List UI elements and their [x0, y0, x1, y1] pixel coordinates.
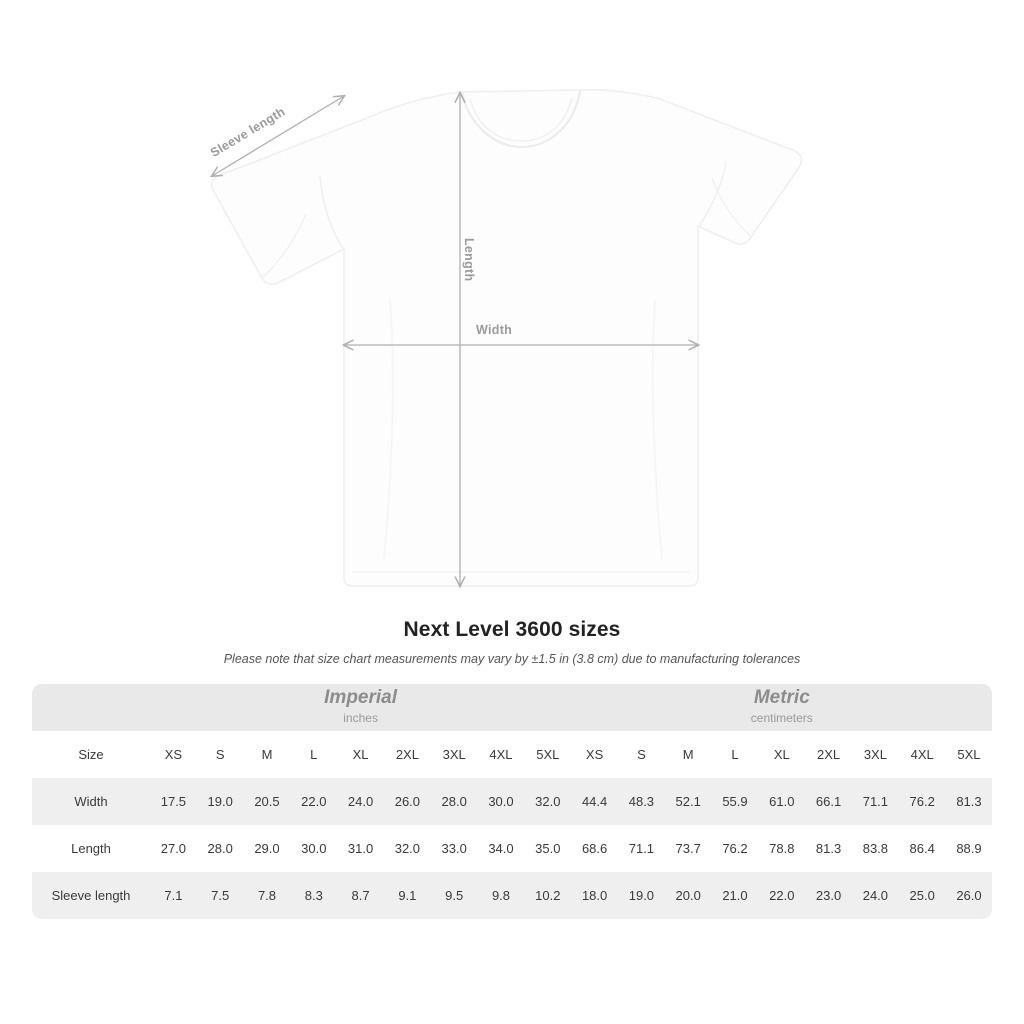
cell-length-imperial-xs: 27.0 [150, 825, 197, 872]
row-label-length: Length [32, 825, 150, 872]
cell-width-metric-3xl: 71.1 [852, 778, 899, 825]
size-col-m-metric: M [665, 731, 712, 778]
cell-sleeve-imperial-4xl: 9.8 [478, 872, 525, 919]
size-col-s-imperial: S [197, 731, 244, 778]
cell-sleeve-metric-3xl: 24.0 [852, 872, 899, 919]
cell-length-metric-2xl: 81.3 [805, 825, 852, 872]
cell-sleeve-imperial-5xl: 10.2 [524, 872, 571, 919]
size-col-l-metric: L [712, 731, 759, 778]
cell-sleeve-imperial-2xl: 9.1 [384, 872, 431, 919]
row-label-sleeve-length: Sleeve length [32, 872, 150, 919]
cell-sleeve-metric-xs: 18.0 [571, 872, 618, 919]
cell-sleeve-metric-m: 20.0 [665, 872, 712, 919]
size-col-s-metric: S [618, 731, 665, 778]
cell-width-metric-xs: 44.4 [571, 778, 618, 825]
cell-length-metric-5xl: 88.9 [946, 825, 993, 872]
cell-sleeve-metric-5xl: 26.0 [946, 872, 993, 919]
cell-sleeve-imperial-xl: 8.7 [337, 872, 384, 919]
table-row [32, 778, 992, 825]
size-table [32, 684, 992, 919]
unit-system-header-row [32, 684, 992, 731]
cell-width-imperial-m: 20.5 [244, 778, 291, 825]
cell-width-imperial-4xl: 30.0 [478, 778, 525, 825]
cell-width-imperial-5xl: 32.0 [524, 778, 571, 825]
cell-sleeve-metric-s: 19.0 [618, 872, 665, 919]
cell-length-imperial-s: 28.0 [197, 825, 244, 872]
cell-width-imperial-xs: 17.5 [150, 778, 197, 825]
cell-width-metric-s: 48.3 [618, 778, 665, 825]
cell-width-metric-2xl: 66.1 [805, 778, 852, 825]
cell-sleeve-imperial-3xl: 9.5 [431, 872, 478, 919]
length-label: Length [462, 238, 476, 282]
size-col-xl-metric: XL [758, 731, 805, 778]
header-spacer [32, 684, 150, 731]
size-col-m-imperial: M [244, 731, 291, 778]
imperial-header [150, 684, 571, 731]
cell-width-metric-l: 55.9 [712, 778, 759, 825]
cell-length-metric-xs: 68.6 [571, 825, 618, 872]
cell-length-metric-4xl: 86.4 [899, 825, 946, 872]
cell-length-imperial-2xl: 32.0 [384, 825, 431, 872]
cell-sleeve-imperial-l: 8.3 [290, 872, 337, 919]
cell-length-metric-m: 73.7 [665, 825, 712, 872]
tolerance-note: Please note that size chart measurements may vary by ±1.5 in (3.8 cm) due to manufacturing tolerances [223, 652, 801, 666]
size-col-2xl-imperial: 2XL [384, 731, 431, 778]
table-row [32, 872, 992, 919]
size-header-cell: Size [32, 731, 150, 778]
cell-length-imperial-5xl: 35.0 [524, 825, 571, 872]
cell-width-imperial-l: 22.0 [290, 778, 337, 825]
cell-width-metric-5xl: 81.3 [946, 778, 993, 825]
cell-length-imperial-3xl: 33.0 [431, 825, 478, 872]
cell-width-imperial-3xl: 28.0 [431, 778, 478, 825]
size-col-xl-imperial: XL [337, 731, 384, 778]
cell-width-imperial-xl: 24.0 [337, 778, 384, 825]
cell-sleeve-imperial-m: 7.8 [244, 872, 291, 919]
size-col-4xl-imperial: 4XL [478, 731, 525, 778]
cell-length-imperial-l: 30.0 [290, 825, 337, 872]
sleeve-length-label: Sleeve length [208, 104, 288, 161]
size-col-5xl-metric: 5XL [946, 731, 993, 778]
cell-width-imperial-s: 19.0 [197, 778, 244, 825]
title-block [0, 618, 1024, 666]
page-title: Next Level 3600 sizes [403, 618, 621, 641]
cell-sleeve-metric-l: 21.0 [712, 872, 759, 919]
size-col-xs-imperial: XS [150, 731, 197, 778]
cell-sleeve-metric-4xl: 25.0 [899, 872, 946, 919]
row-label-width: Width [32, 778, 150, 825]
cell-width-metric-m: 52.1 [665, 778, 712, 825]
cell-sleeve-imperial-xs: 7.1 [150, 872, 197, 919]
size-col-3xl-imperial: 3XL [431, 731, 478, 778]
size-table-wrapper [32, 684, 992, 919]
cell-length-imperial-m: 29.0 [244, 825, 291, 872]
size-col-5xl-imperial: 5XL [524, 731, 571, 778]
metric-label: Metric [753, 686, 810, 708]
cell-width-imperial-2xl: 26.0 [384, 778, 431, 825]
cell-length-metric-3xl: 83.8 [852, 825, 899, 872]
cell-length-metric-s: 71.1 [618, 825, 665, 872]
metric-header [571, 684, 992, 731]
cell-length-imperial-xl: 31.0 [337, 825, 384, 872]
imperial-label: Imperial [324, 686, 398, 708]
width-label: Width [476, 323, 513, 337]
cell-length-imperial-4xl: 34.0 [478, 825, 525, 872]
cell-sleeve-imperial-s: 7.5 [197, 872, 244, 919]
size-header-row [32, 731, 992, 778]
size-col-3xl-metric: 3XL [852, 731, 899, 778]
cell-width-metric-4xl: 76.2 [899, 778, 946, 825]
table-row [32, 825, 992, 872]
cell-length-metric-xl: 78.8 [758, 825, 805, 872]
cell-sleeve-metric-xl: 22.0 [758, 872, 805, 919]
size-col-4xl-metric: 4XL [899, 731, 946, 778]
size-col-l-imperial: L [290, 731, 337, 778]
cell-width-metric-xl: 61.0 [758, 778, 805, 825]
size-col-xs-metric: XS [571, 731, 618, 778]
size-col-2xl-metric: 2XL [805, 731, 852, 778]
tshirt-graphic [212, 90, 802, 586]
cell-sleeve-metric-2xl: 23.0 [805, 872, 852, 919]
imperial-unit: inches [343, 710, 378, 725]
cell-length-metric-l: 76.2 [712, 825, 759, 872]
metric-unit: centimeters [750, 710, 813, 725]
